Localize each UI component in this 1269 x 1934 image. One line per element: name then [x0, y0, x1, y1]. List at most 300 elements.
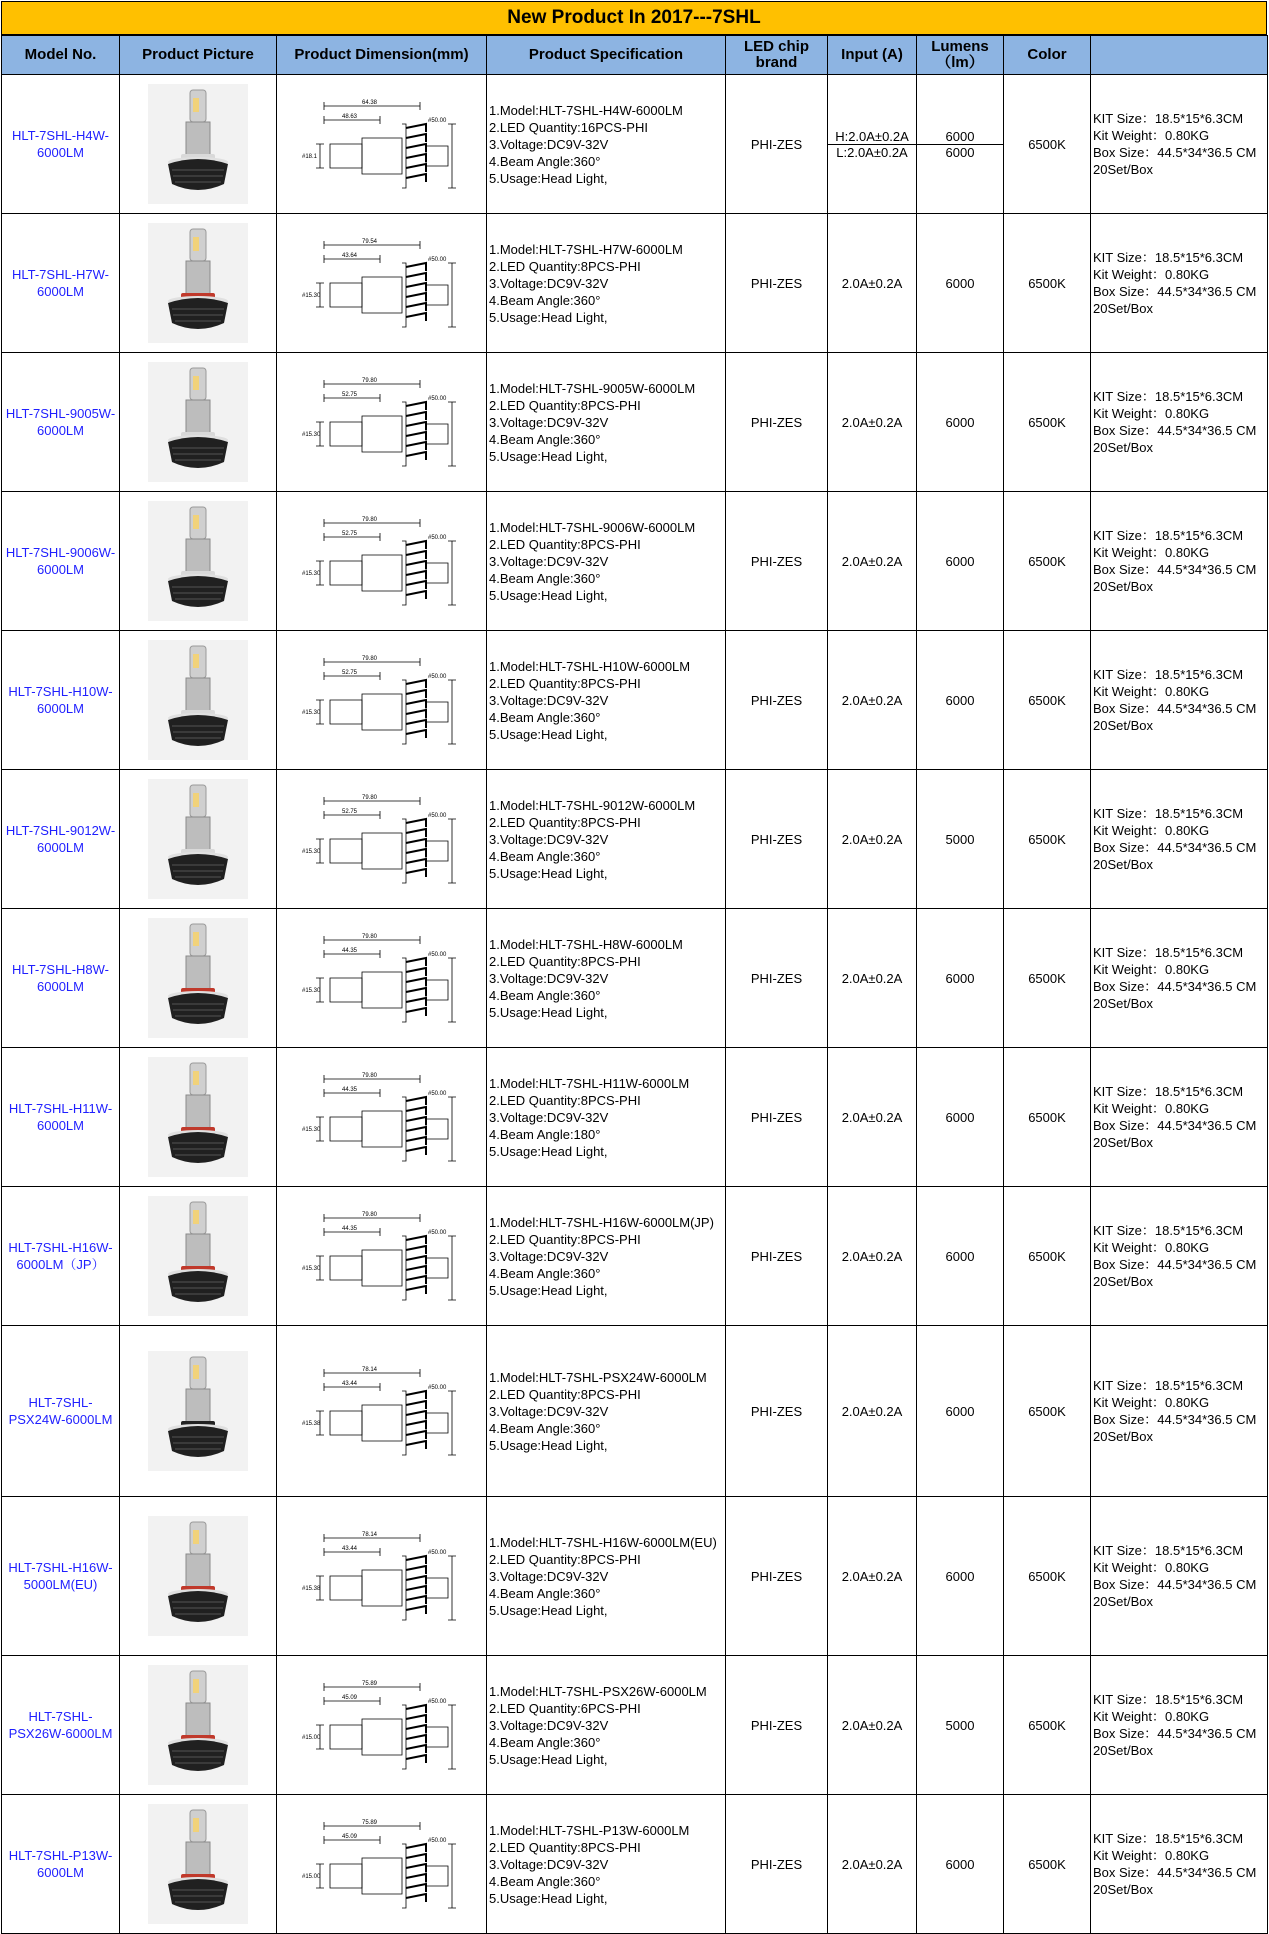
dimension-cell	[277, 631, 487, 770]
specification-cell	[487, 1326, 726, 1497]
kit-info-cell	[1091, 1795, 1268, 1934]
kit-line: Box Size：44.5*34*36.5 CM	[1093, 1726, 1257, 1741]
led-bulb-photo	[148, 362, 248, 482]
color-cell: 6500K	[1004, 1497, 1091, 1656]
spec-line: 4.Beam Angle:360°	[489, 153, 601, 169]
spec-line: 3.Voltage:DC9V-32V	[489, 1248, 609, 1264]
kit-line: 20Set/Box	[1093, 1882, 1153, 1897]
dimension-sub-length: 48.63	[341, 114, 357, 120]
spec-line: 3.Voltage:DC9V-32V	[489, 136, 609, 152]
chip-brand-cell: PHI-ZES	[726, 631, 828, 770]
dimension-base: #15.38	[301, 1421, 320, 1427]
input-value: H:2.0A±0.2A	[828, 129, 916, 145]
dimension-length: 75.89	[361, 1820, 377, 1826]
spec-line: 1.Model:HLT-7SHL-H4W-6000LM	[489, 102, 683, 118]
kit-info-cell	[1091, 353, 1268, 492]
kit-line: Box Size：44.5*34*36.5 CM	[1093, 979, 1257, 994]
kit-line: Kit Weight：0.80KG	[1093, 684, 1210, 699]
model-number: HLT-7SHL-H8W-6000LM	[11, 962, 110, 994]
spec-line: 4.Beam Angle:360°	[489, 987, 601, 1003]
spec-line: 2.LED Quantity:8PCS-PHI	[489, 1839, 641, 1855]
dimension-base: #15.30	[301, 1127, 320, 1133]
color-cell: 6500K	[1004, 1048, 1091, 1187]
product-row	[2, 631, 1268, 770]
lumens-cell: 6000	[917, 631, 1004, 770]
spec-line: 4.Beam Angle:360°	[489, 709, 601, 725]
spec-line: 4.Beam Angle:360°	[489, 431, 601, 447]
input-cell: 2.0A±0.2A	[828, 1795, 917, 1934]
product-row	[2, 1795, 1268, 1934]
dimension-base: #15.30	[301, 571, 320, 577]
kit-line: Kit Weight：0.80KG	[1093, 1848, 1210, 1863]
kit-line: KIT Size：18.5*15*6.3CM	[1093, 1223, 1244, 1238]
lumens-cell: 6000	[917, 1048, 1004, 1187]
sheet-title: New Product In 2017---7SHL	[1, 1, 1267, 35]
spec-line: 1.Model:HLT-7SHL-H11W-6000LM	[489, 1075, 690, 1091]
dimension-diameter: #50.00	[427, 813, 446, 819]
spec-line: 1.Model:HLT-7SHL-H16W-6000LM(EU)	[489, 1534, 717, 1550]
spec-line: 5.Usage:Head Light,	[489, 1890, 608, 1906]
dimension-diameter: #50.00	[427, 952, 446, 958]
model-number: HLT-7SHL-9006W-6000LM	[5, 545, 116, 577]
dimension-length: 75.89	[361, 1681, 377, 1687]
dimension-sub-length: 52.75	[341, 670, 357, 676]
model-number-cell	[2, 1497, 120, 1656]
specification-cell	[487, 1497, 726, 1656]
dimension-drawing	[302, 1067, 462, 1167]
dimension-cell	[277, 1656, 487, 1795]
spec-line: 2.LED Quantity:6PCS-PHI	[489, 1700, 641, 1716]
dimension-drawing	[302, 1361, 462, 1461]
specification-cell	[487, 631, 726, 770]
kit-line: KIT Size：18.5*15*6.3CM	[1093, 945, 1244, 960]
color-cell: 6500K	[1004, 770, 1091, 909]
dimension-sub-length: 43.44	[341, 1546, 357, 1552]
kit-line: Kit Weight：0.80KG	[1093, 1709, 1210, 1724]
input-cell: 2.0A±0.2A	[828, 353, 917, 492]
product-picture-cell	[120, 770, 277, 909]
chip-brand-cell: PHI-ZES	[726, 770, 828, 909]
kit-line: Kit Weight：0.80KG	[1093, 1101, 1210, 1116]
spec-line: 1.Model:HLT-7SHL-9006W-6000LM	[489, 519, 696, 535]
lumens-cell: 6000	[917, 353, 1004, 492]
dimension-diameter: #50.00	[427, 1699, 446, 1705]
input-cell: 2.0A±0.2A	[828, 1497, 917, 1656]
color-cell: 6500K	[1004, 909, 1091, 1048]
header-lumens: Lumens （lm）	[917, 36, 1004, 75]
dimension-drawing	[302, 1206, 462, 1306]
dimension-cell	[277, 770, 487, 909]
dimension-length: 79.80	[361, 378, 377, 384]
led-bulb-photo	[148, 1516, 248, 1636]
specification-cell	[487, 75, 726, 214]
led-bulb-photo	[148, 223, 248, 343]
kit-line: Kit Weight：0.80KG	[1093, 128, 1210, 143]
model-number: HLT-7SHL-H7W-6000LM	[11, 267, 110, 299]
dimension-sub-length: 44.35	[341, 1087, 357, 1093]
kit-info-cell	[1091, 1048, 1268, 1187]
kit-line: 20Set/Box	[1093, 301, 1153, 316]
spec-line: 3.Voltage:DC9V-32V	[489, 414, 609, 430]
model-number: HLT-7SHL-H4W-6000LM	[11, 128, 110, 160]
dimension-diameter: #50.00	[427, 1550, 446, 1556]
kit-info-cell	[1091, 1187, 1268, 1326]
dimension-cell	[277, 492, 487, 631]
product-row	[2, 353, 1268, 492]
kit-line: 20Set/Box	[1093, 1274, 1153, 1289]
dimension-sub-length: 52.75	[341, 531, 357, 537]
spec-line: 4.Beam Angle:360°	[489, 1265, 601, 1281]
kit-info-cell	[1091, 1497, 1268, 1656]
kit-info-cell	[1091, 631, 1268, 770]
specification-cell	[487, 214, 726, 353]
led-bulb-photo	[148, 84, 248, 204]
chip-brand-cell: PHI-ZES	[726, 75, 828, 214]
kit-line: Box Size：44.5*34*36.5 CM	[1093, 701, 1257, 716]
dimension-diameter: #50.00	[427, 118, 446, 124]
spec-line: 5.Usage:Head Light,	[489, 1437, 608, 1453]
spec-line: 3.Voltage:DC9V-32V	[489, 1856, 609, 1872]
lumens-cell: 6000	[917, 214, 1004, 353]
kit-line: KIT Size：18.5*15*6.3CM	[1093, 1692, 1244, 1707]
header-kit	[1091, 36, 1268, 75]
lumens-cell: 5000	[917, 770, 1004, 909]
spec-line: 4.Beam Angle:180°	[489, 1126, 601, 1142]
product-row	[2, 770, 1268, 909]
product-picture-cell	[120, 75, 277, 214]
kit-line: Kit Weight：0.80KG	[1093, 1240, 1210, 1255]
kit-line: Box Size：44.5*34*36.5 CM	[1093, 1118, 1257, 1133]
led-bulb-photo	[148, 1804, 248, 1924]
header-spec: Product Specification	[487, 36, 726, 75]
dimension-diameter: #50.00	[427, 1385, 446, 1391]
spec-line: 5.Usage:Head Light,	[489, 1751, 608, 1767]
spec-line: 5.Usage:Head Light,	[489, 170, 608, 186]
kit-line: Box Size：44.5*34*36.5 CM	[1093, 562, 1257, 577]
spec-line: 3.Voltage:DC9V-32V	[489, 275, 609, 291]
spec-line: 2.LED Quantity:8PCS-PHI	[489, 953, 641, 969]
dimension-cell	[277, 353, 487, 492]
dimension-cell	[277, 1187, 487, 1326]
dimension-length: 64.38	[361, 100, 377, 106]
kit-info-cell	[1091, 1656, 1268, 1795]
spec-line: 5.Usage:Head Light,	[489, 726, 608, 742]
dimension-cell	[277, 1795, 487, 1934]
product-row	[2, 1048, 1268, 1187]
table-body	[2, 75, 1268, 1934]
dimension-length: 79.80	[361, 517, 377, 523]
kit-line: KIT Size：18.5*15*6.3CM	[1093, 1831, 1244, 1846]
header-dimension: Product Dimension(mm)	[277, 36, 487, 75]
dimension-length: 78.14	[361, 1367, 377, 1373]
led-bulb-photo	[148, 1057, 248, 1177]
kit-line: 20Set/Box	[1093, 579, 1153, 594]
input-cell: 2.0A±0.2A	[828, 1326, 917, 1497]
input-cell: 2.0A±0.2A	[828, 909, 917, 1048]
spec-line: 5.Usage:Head Light,	[489, 1143, 608, 1159]
specification-cell	[487, 1656, 726, 1795]
model-number-cell	[2, 770, 120, 909]
model-number-cell	[2, 909, 120, 1048]
header-row	[2, 36, 1268, 75]
color-cell: 6500K	[1004, 1326, 1091, 1497]
color-cell: 6500K	[1004, 631, 1091, 770]
lumens-cell	[917, 75, 1004, 214]
kit-line: 20Set/Box	[1093, 162, 1153, 177]
chip-brand-cell: PHI-ZES	[726, 1048, 828, 1187]
dimension-diameter: #50.00	[427, 257, 446, 263]
lumens-cell: 6000	[917, 1326, 1004, 1497]
product-row	[2, 1656, 1268, 1795]
lumens-cell: 6000	[917, 1187, 1004, 1326]
led-bulb-photo	[148, 918, 248, 1038]
header-model: Model No.	[2, 36, 120, 75]
product-picture-cell	[120, 1795, 277, 1934]
product-table	[1, 35, 1268, 1934]
model-number: HLT-7SHL-9012W-6000LM	[5, 823, 116, 855]
kit-line: KIT Size：18.5*15*6.3CM	[1093, 528, 1244, 543]
led-bulb-photo	[148, 1196, 248, 1316]
dimension-drawing	[302, 511, 462, 611]
spec-line: 2.LED Quantity:8PCS-PHI	[489, 397, 641, 413]
product-row	[2, 909, 1268, 1048]
dimension-sub-length: 45.09	[341, 1695, 357, 1701]
dimension-length: 79.80	[361, 656, 377, 662]
led-bulb-photo	[148, 1665, 248, 1785]
specification-cell	[487, 492, 726, 631]
model-number: HLT-7SHL-H16W-6000LM（JP）	[8, 1240, 113, 1272]
header-color: Color	[1004, 36, 1091, 75]
spec-line: 1.Model:HLT-7SHL-H16W-6000LM(JP)	[489, 1214, 714, 1230]
spec-line: 3.Voltage:DC9V-32V	[489, 831, 609, 847]
specification-cell	[487, 770, 726, 909]
dimension-cell	[277, 1326, 487, 1497]
model-number: HLT-7SHL-PSX26W-6000LM	[8, 1709, 113, 1741]
kit-line: KIT Size：18.5*15*6.3CM	[1093, 806, 1244, 821]
spec-line: 5.Usage:Head Light,	[489, 448, 608, 464]
color-cell: 6500K	[1004, 1795, 1091, 1934]
dimension-drawing	[302, 650, 462, 750]
dimension-sub-length: 43.64	[341, 253, 357, 259]
kit-line: 20Set/Box	[1093, 1135, 1153, 1150]
product-picture-cell	[120, 1048, 277, 1187]
color-cell: 6500K	[1004, 1656, 1091, 1795]
spec-line: 3.Voltage:DC9V-32V	[489, 692, 609, 708]
dimension-cell	[277, 909, 487, 1048]
product-picture-cell	[120, 1497, 277, 1656]
kit-line: Box Size：44.5*34*36.5 CM	[1093, 840, 1257, 855]
specification-cell	[487, 353, 726, 492]
kit-info-cell	[1091, 492, 1268, 631]
model-number: HLT-7SHL-H16W-5000LM(EU)	[8, 1560, 113, 1592]
dimension-sub-length: 52.75	[341, 392, 357, 398]
kit-line: Box Size：44.5*34*36.5 CM	[1093, 145, 1257, 160]
specification-cell	[487, 1187, 726, 1326]
spec-line: 4.Beam Angle:360°	[489, 1734, 601, 1750]
spec-line: 3.Voltage:DC9V-32V	[489, 970, 609, 986]
kit-line: KIT Size：18.5*15*6.3CM	[1093, 667, 1244, 682]
spec-line: 1.Model:HLT-7SHL-9012W-6000LM	[489, 797, 696, 813]
kit-line: Kit Weight：0.80KG	[1093, 406, 1210, 421]
product-picture-cell	[120, 909, 277, 1048]
lumens-cell: 6000	[917, 492, 1004, 631]
chip-brand-cell: PHI-ZES	[726, 492, 828, 631]
kit-line: 20Set/Box	[1093, 996, 1153, 1011]
dimension-drawing	[302, 1814, 462, 1914]
dimension-length: 79.80	[361, 795, 377, 801]
dimension-drawing	[302, 372, 462, 472]
spec-line: 4.Beam Angle:360°	[489, 1873, 601, 1889]
dimension-cell	[277, 75, 487, 214]
model-number: HLT-7SHL-P13W-6000LM	[8, 1848, 113, 1880]
dimension-drawing	[302, 94, 462, 194]
product-picture-cell	[120, 1187, 277, 1326]
spec-line: 2.LED Quantity:8PCS-PHI	[489, 1386, 641, 1402]
model-number: HLT-7SHL-PSX24W-6000LM	[8, 1395, 113, 1427]
dimension-diameter: #50.00	[427, 535, 446, 541]
input-value: L:2.0A±0.2A	[836, 144, 908, 160]
input-cell: 2.0A±0.2A	[828, 492, 917, 631]
lumens-value: 6000	[917, 129, 1003, 145]
spec-line: 1.Model:HLT-7SHL-H7W-6000LM	[489, 241, 683, 257]
input-cell	[828, 75, 917, 214]
spec-line: 1.Model:HLT-7SHL-P13W-6000LM	[489, 1822, 690, 1838]
specification-cell	[487, 1795, 726, 1934]
dimension-sub-length: 45.09	[341, 1834, 357, 1840]
kit-line: Box Size：44.5*34*36.5 CM	[1093, 1865, 1257, 1880]
spec-line: 2.LED Quantity:8PCS-PHI	[489, 675, 641, 691]
led-bulb-photo	[148, 1351, 248, 1471]
dimension-cell	[277, 1048, 487, 1187]
dimension-cell	[277, 1497, 487, 1656]
kit-line: Kit Weight：0.80KG	[1093, 545, 1210, 560]
dimension-length: 79.80	[361, 1212, 377, 1218]
product-row	[2, 1187, 1268, 1326]
chip-brand-cell: PHI-ZES	[726, 214, 828, 353]
kit-line: Kit Weight：0.80KG	[1093, 1560, 1210, 1575]
input-cell: 2.0A±0.2A	[828, 214, 917, 353]
dimension-length: 79.80	[361, 934, 377, 940]
spec-line: 2.LED Quantity:8PCS-PHI	[489, 536, 641, 552]
model-number-cell	[2, 1187, 120, 1326]
spec-line: 4.Beam Angle:360°	[489, 1585, 601, 1601]
kit-line: 20Set/Box	[1093, 718, 1153, 733]
product-row	[2, 492, 1268, 631]
spec-line: 4.Beam Angle:360°	[489, 1420, 601, 1436]
model-number-cell	[2, 1656, 120, 1795]
header-chip: LED chip brand	[726, 36, 828, 75]
chip-brand-cell: PHI-ZES	[726, 1497, 828, 1656]
chip-brand-cell: PHI-ZES	[726, 1795, 828, 1934]
kit-info-cell	[1091, 909, 1268, 1048]
dimension-drawing	[302, 233, 462, 333]
dimension-sub-length: 52.75	[341, 809, 357, 815]
dimension-drawing	[302, 1675, 462, 1775]
spec-line: 1.Model:HLT-7SHL-PSX26W-6000LM	[489, 1683, 707, 1699]
chip-brand-cell: PHI-ZES	[726, 1326, 828, 1497]
header-picture: Product Picture	[120, 36, 277, 75]
kit-line: Box Size：44.5*34*36.5 CM	[1093, 1577, 1257, 1592]
kit-line: Box Size：44.5*34*36.5 CM	[1093, 284, 1257, 299]
kit-line: 20Set/Box	[1093, 440, 1153, 455]
kit-line: KIT Size：18.5*15*6.3CM	[1093, 1084, 1244, 1099]
kit-line: KIT Size：18.5*15*6.3CM	[1093, 1378, 1244, 1393]
kit-info-cell	[1091, 75, 1268, 214]
kit-line: 20Set/Box	[1093, 1429, 1153, 1444]
product-picture-cell	[120, 214, 277, 353]
dimension-base: #15.00	[301, 1874, 320, 1880]
spec-line: 5.Usage:Head Light,	[489, 587, 608, 603]
kit-line: Box Size：44.5*34*36.5 CM	[1093, 1257, 1257, 1272]
color-cell: 6500K	[1004, 75, 1091, 214]
spec-line: 2.LED Quantity:8PCS-PHI	[489, 1231, 641, 1247]
dimension-base: #15.38	[301, 1586, 320, 1592]
spec-line: 3.Voltage:DC9V-32V	[489, 1568, 609, 1584]
dimension-length: 78.14	[361, 1532, 377, 1538]
header-input: Input (A)	[828, 36, 917, 75]
product-picture-cell	[120, 1326, 277, 1497]
spec-line: 4.Beam Angle:360°	[489, 570, 601, 586]
dimension-sub-length: 44.35	[341, 1226, 357, 1232]
spec-line: 3.Voltage:DC9V-32V	[489, 1717, 609, 1733]
product-picture-cell	[120, 1656, 277, 1795]
kit-line: KIT Size：18.5*15*6.3CM	[1093, 111, 1244, 126]
kit-info-cell	[1091, 214, 1268, 353]
dimension-drawing	[302, 928, 462, 1028]
dimension-diameter: #50.00	[427, 1091, 446, 1097]
lumens-cell: 6000	[917, 909, 1004, 1048]
model-number-cell	[2, 631, 120, 770]
dimension-sub-length: 43.44	[341, 1381, 357, 1387]
kit-line: Kit Weight：0.80KG	[1093, 962, 1210, 977]
kit-line: KIT Size：18.5*15*6.3CM	[1093, 250, 1244, 265]
chip-brand-cell: PHI-ZES	[726, 1187, 828, 1326]
dimension-length: 79.80	[361, 1073, 377, 1079]
model-number-cell	[2, 1326, 120, 1497]
model-number-cell	[2, 75, 120, 214]
chip-brand-cell: PHI-ZES	[726, 909, 828, 1048]
dimension-diameter: #50.00	[427, 396, 446, 402]
color-cell: 6500K	[1004, 214, 1091, 353]
dimension-base: #15.30	[301, 710, 320, 716]
input-cell: 2.0A±0.2A	[828, 1048, 917, 1187]
spec-line: 5.Usage:Head Light,	[489, 865, 608, 881]
input-cell: 2.0A±0.2A	[828, 1187, 917, 1326]
product-picture-cell	[120, 631, 277, 770]
input-cell: 2.0A±0.2A	[828, 631, 917, 770]
model-number-cell	[2, 492, 120, 631]
spec-line: 1.Model:HLT-7SHL-9005W-6000LM	[489, 380, 696, 396]
spec-line: 5.Usage:Head Light,	[489, 1004, 608, 1020]
spec-line: 5.Usage:Head Light,	[489, 1602, 608, 1618]
kit-line: Box Size：44.5*34*36.5 CM	[1093, 1412, 1257, 1427]
kit-line: Kit Weight：0.80KG	[1093, 823, 1210, 838]
dimension-cell	[277, 214, 487, 353]
dimension-base: #15.30	[301, 293, 320, 299]
chip-brand-cell: PHI-ZES	[726, 353, 828, 492]
specification-cell	[487, 909, 726, 1048]
kit-line: Kit Weight：0.80KG	[1093, 267, 1210, 282]
model-number: HLT-7SHL-H10W-6000LM	[8, 684, 113, 716]
lumens-cell: 6000	[917, 1497, 1004, 1656]
chip-brand-cell: PHI-ZES	[726, 1656, 828, 1795]
product-row	[2, 75, 1268, 214]
kit-line: Kit Weight：0.80KG	[1093, 1395, 1210, 1410]
dimension-drawing	[302, 1526, 462, 1626]
dimension-sub-length: 44.35	[341, 948, 357, 954]
model-number-cell	[2, 1795, 120, 1934]
spec-line: 3.Voltage:DC9V-32V	[489, 1403, 609, 1419]
